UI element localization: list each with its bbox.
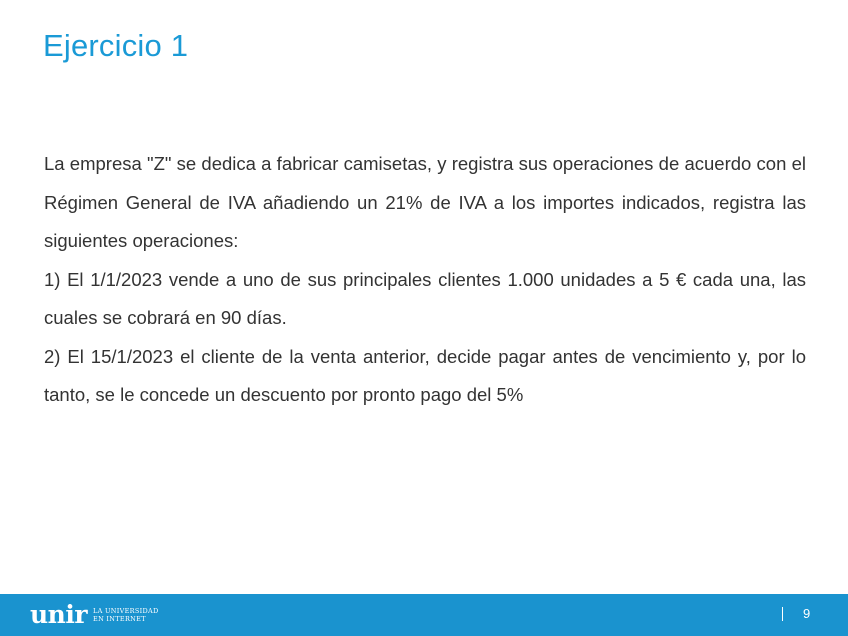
operation-1: 1) El 1/1/2023 vende a uno de sus principales clientes 1.000 unidades a 5 € cada una, las cuales se cobrará en 90 días. — [44, 268, 806, 328]
logo-tagline-line1: LA UNIVERSIDAD — [93, 607, 159, 615]
logo-tagline-line2: EN INTERNET — [93, 615, 146, 623]
logo-tagline — [93, 607, 158, 623]
operation-2: 2) El 15/1/2023 el cliente de la venta anterior, decide pagar antes de vencimiento y, por lo tanto, se le concede un descuento por pronto pago del 5% — [44, 345, 806, 405]
footer-bar — [0, 594, 848, 636]
page-number: 9 — [803, 606, 811, 621]
statement-paragraph: La empresa "Z" se dedica a fabricar camisetas, y registra sus operaciones de acuerdo con el Régimen General de IVA añadiendo un 21% de IVA a los importes indicados, registra las siguientes operaciones: — [44, 153, 806, 251]
unir-logo — [30, 600, 159, 630]
exercise-statement — [44, 145, 806, 415]
page-number-separator — [782, 607, 783, 621]
logo-wordmark: unir — [30, 600, 88, 629]
slide-title: Ejercicio 1 — [43, 28, 189, 63]
